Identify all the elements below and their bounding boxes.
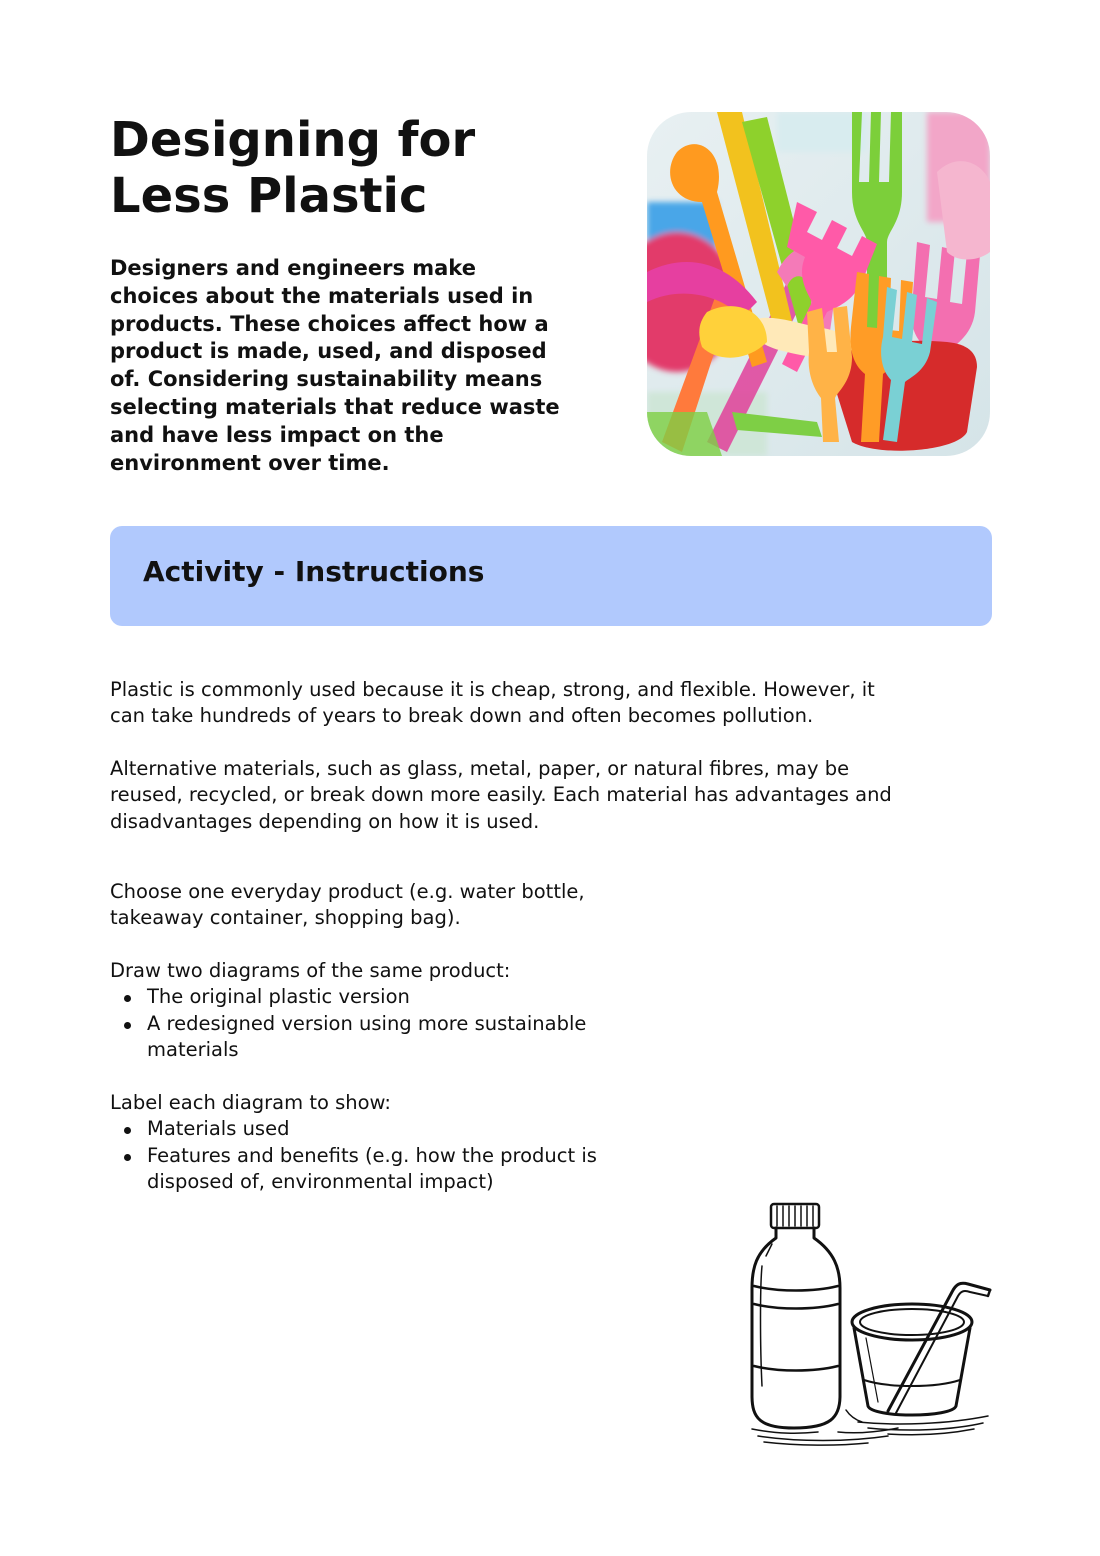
- step-2-list: [110, 984, 650, 1063]
- paragraph-plastic: Plastic is commonly used because it is cheap, strong, and flexible. However, it can take hundreds of years to break down and often becomes pollution.: [110, 678, 875, 728]
- bottle-and-cup-illustration: [738, 1196, 994, 1448]
- page-title: [110, 112, 570, 224]
- list-item: Materials used: [147, 1116, 650, 1142]
- list-item: Features and benefits (e.g. how the product is disposed of, environmental impact): [147, 1143, 650, 1196]
- title-line-2: Less Plastic: [110, 168, 428, 224]
- paragraph-alternatives: Alternative materials, such as glass, metal, paper, or natural fibres, may be reused, recycled, or break down more easily. Each material has advantages and disadvantages depending on how it is used.: [110, 757, 892, 833]
- instruction-step-2: [110, 958, 650, 1064]
- step-3-intro: Label each diagram to show:: [110, 1091, 391, 1114]
- instruction-step-1: Choose one everyday product (e.g. water bottle, takeaway container, shopping bag).: [110, 880, 585, 930]
- list-item: A redesigned version using more sustainable materials: [147, 1011, 650, 1064]
- instruction-step-3: [110, 1090, 650, 1196]
- step-3-list: [110, 1116, 650, 1195]
- intro-text: Designers and engineers make choices about the materials used in products. These choices affect how a product is made, used, and disposed of. Considering sustainability means selecting materials that reduce waste and have less impact on the environment over time.: [110, 256, 560, 475]
- plastic-cutlery-photo: [647, 112, 990, 456]
- list-item: The original plastic version: [147, 984, 650, 1010]
- activity-banner: [110, 526, 992, 626]
- title-line-1: Designing for: [110, 112, 476, 168]
- activity-heading: Activity - Instructions: [143, 555, 485, 588]
- step-2-intro: Draw two diagrams of the same product:: [110, 959, 511, 982]
